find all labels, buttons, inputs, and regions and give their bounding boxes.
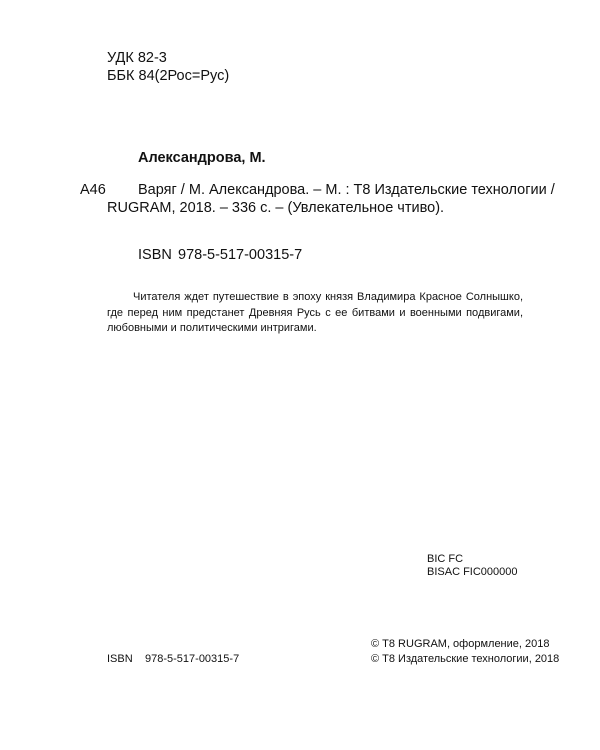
bibliographic-description-line-2: RUGRAM, 2018. – 336 с. – (Увлекательное чтиво).	[107, 200, 445, 216]
footer-isbn-label: ISBN	[107, 653, 133, 665]
bic-code: BIC FC	[427, 553, 464, 565]
isbn-label: ISBN	[138, 247, 172, 263]
copyright-design: © Т8 RUGRAM, оформление, 2018	[371, 638, 550, 650]
annotation: Читателя ждет путешествие в эпоху князя Владимира Красное Солнышко, где перед ним предстанет Древняя Русь с ее битвами и военными подвигами, любовными и политическими интригами.	[107, 291, 523, 334]
udk-code: УДК 82-3	[107, 50, 167, 66]
author-mark: А46	[80, 182, 106, 198]
author-heading: Александрова, М.	[138, 150, 266, 166]
copyright-publisher: © Т8 Издательские технологии, 2018	[371, 653, 560, 665]
bisac-code: BISAC FIC000000	[427, 566, 518, 578]
footer-isbn-number: 978-5-517-00315-7	[145, 653, 240, 665]
isbn-number: 978-5-517-00315-7	[178, 247, 303, 263]
bibliographic-description-line-1: Варяг / М. Александрова. – М. : Т8 Издательские технологии /	[138, 182, 555, 198]
bbk-code: ББК 84(2Рос=Рус)	[107, 68, 230, 84]
